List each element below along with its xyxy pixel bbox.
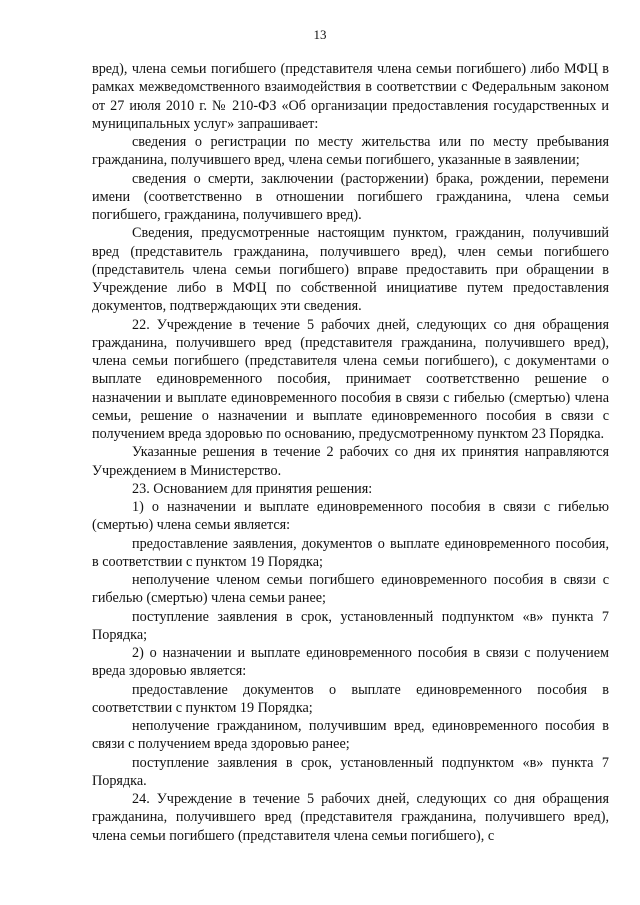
page-number: 13 [313, 27, 327, 42]
paragraph: поступление заявления в срок, установленный подпунктом «в» пункта 7 Порядка. [92, 754, 609, 789]
paragraph: предоставление документов о выплате единовременного пособия в соответствии с пунктом 19 Порядка; [92, 681, 609, 716]
paragraph: неполучение членом семьи погибшего единовременного пособия в связи с гибелью (смертью) члена семьи ранее; [92, 572, 609, 607]
paragraph: сведения о регистрации по месту жительства или по месту пребывания гражданина, получившего вред, члена семьи погибшего, указанные в заявлении; [92, 134, 609, 169]
paragraph: сведения о смерти, заключении (расторжении) брака, рождении, перемени имени (соответственно в отношении погибшего гражданина, члена семьи погибшего, гражданина, получившего вред). [92, 170, 609, 223]
paragraph: поступление заявления в срок, установленный подпунктом «в» пункта 7 Порядка; [92, 608, 609, 643]
paragraph: предоставление заявления, документов о выплате единовременного пособия, в соответствии с пунктом 19 Порядка; [92, 535, 609, 570]
document-body [92, 60, 609, 845]
paragraph: Указанные решения в течение 2 рабочих со дня их принятия направляются Учреждением в Министерство. [92, 444, 609, 479]
paragraph: неполучение гражданином, получившим вред, единовременного пособия в связи с получением вреда здоровью ранее; [92, 718, 609, 753]
paragraph: 22. Учреждение в течение 5 рабочих дней, следующих со дня обращения гражданина, получившего вред (представителя гражданина, получившего вред), члена семьи погибшего (представителя члена семьи погибшего), с документами о выплате единовременного пособия, принимает соответственно решение о назначении и выплате единовременного пособия в связи с гибелью (смертью) члена семьи, решение о назначении и выплате единовременного пособия в связи с получением вреда здоровью по основанию, предусмотренному пунктом 23 Порядка. [92, 316, 609, 442]
paragraph: 24. Учреждение в течение 5 рабочих дней, следующих со дня обращения гражданина, получившего вред (представителя гражданина, получившего вред), члена семьи погибшего (представителя члена семьи погибшего), с [92, 791, 609, 844]
paragraph: вред), члена семьи погибшего (представителя члена семьи погибшего) либо МФЦ в рамках межведомственного взаимодействия в соответствии с Федеральным законом от 27 июля 2010 г. № 210-ФЗ «Об организации предоставления государственных и муниципальных услуг» запрашивает: [92, 61, 609, 132]
paragraph: 1) о назначении и выплате единовременного пособия в связи с гибелью (смертью) члена семьи является: [92, 499, 609, 534]
paragraph: 2) о назначении и выплате единовременного пособия в связи с получением вреда здоровью является: [92, 645, 609, 680]
paragraph: 23. Основанием для принятия решения: [132, 480, 373, 497]
paragraph: Сведения, предусмотренные настоящим пунктом, гражданин, получивший вред (представитель гражданина, получившего вред), член семьи погибшего (представитель члена семьи погибшего) вправе предоставить при обращении в Учреждение либо в МФЦ по собственной инициативе путем предоставления документов, подтверждающих эти сведения. [92, 225, 609, 315]
